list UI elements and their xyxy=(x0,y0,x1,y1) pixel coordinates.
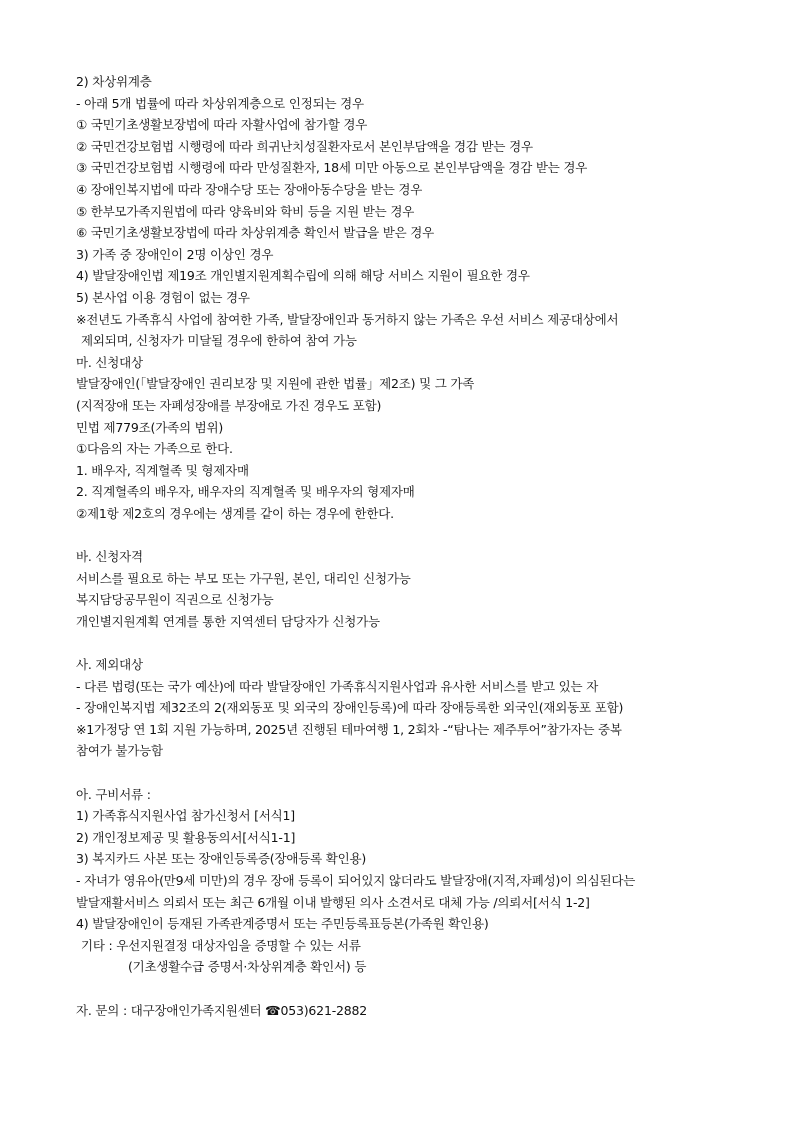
text-line: ②제1항 제2호의 경우에는 생계를 같이 하는 경우에 한한다. xyxy=(76,505,394,521)
list-item: ① 국민기초생활보장법에 따라 자활사업에 참가할 경우 xyxy=(76,117,368,133)
text-line: 발달장애인(「발달장애인 권리보장 및 지원에 관한 법률」제2조) 및 그 가족 xyxy=(76,376,475,392)
section-heading: 2) 차상위계층 xyxy=(76,74,152,89)
note-line: ※전년도 가족휴식 사업에 참여한 가족, 발달장애인과 동거하지 않는 가족은 우선 서비스 제공대상에서 xyxy=(76,311,619,327)
note-line: ※1가정당 연 1회 지원 가능하며, 2025년 진행된 테마여행 1, 2회차 -“탐나는 제주투어”참가자는 중복 xyxy=(76,721,622,737)
section-heading: 아. 구비서류 : xyxy=(76,786,151,802)
list-item: ② 국민건강보험법 시행령에 따라 희귀난치성질환자로서 본인부담액을 경감 받는 경우 xyxy=(76,138,533,154)
contact-line: 자. 문의 : 대구장애인가족지원센터 ☎053)621-2882 xyxy=(76,1002,368,1018)
spacer xyxy=(76,524,726,546)
list-item: ③ 국민건강보험법 시행령에 따라 만성질환자, 18세 미만 아동으로 본인부담액을 경감 받는 경우 xyxy=(76,160,588,176)
list-item: ④ 장애인복지법에 따라 장애수당 또는 장애아동수당을 받는 경우 xyxy=(76,181,423,197)
section-heading: 마. 신청대상 xyxy=(76,354,143,370)
text-line: 민법 제779조(가족의 범위) xyxy=(76,419,224,435)
list-item: 5) 본사업 이용 경험이 없는 경우 xyxy=(76,289,250,305)
text-line: - 자녀가 영유아(만9세 미만)의 경우 장애 등록이 되어있지 않더라도 발달장애(지적,자폐성)이 의심된다는 xyxy=(76,872,636,888)
document-body xyxy=(76,71,726,1021)
text-line: 1. 배우자, 직계혈족 및 형제자매 xyxy=(76,462,249,478)
text-line: (지적장애 또는 자폐성장애를 부장애로 가진 경우도 포함) xyxy=(76,397,382,413)
spacer xyxy=(76,762,726,784)
section-heading: 바. 신청자격 xyxy=(76,549,143,565)
list-item: ⑤ 한부모가족지원법에 따라 양육비와 학비 등을 지원 받는 경우 xyxy=(76,203,415,219)
text-line: ①다음의 자는 가족으로 한다. xyxy=(76,441,233,457)
text-line: 서비스를 필요로 하는 부모 또는 가구원, 본인, 대리인 신청가능 xyxy=(76,570,411,586)
spacer xyxy=(76,978,726,1000)
list-item: 4) 발달장애인법 제19조 개인별지원계획수립에 의해 해당 서비스 지원이 필요한 경우 xyxy=(76,268,530,284)
list-item: ⑥ 국민기초생활보장법에 따라 차상위계층 확인서 발급을 받은 경우 xyxy=(76,225,435,241)
list-item: 1) 가족휴식지원사업 참가신청서 [서식1] xyxy=(76,808,295,824)
text-line: - 아래 5개 법률에 따라 차상위계층으로 인정되는 경우 xyxy=(76,95,364,111)
note-line: 참여가 불가능함 xyxy=(76,743,163,759)
section-heading: 사. 제외대상 xyxy=(76,657,143,673)
text-line: 복지담당공무원이 직권으로 신청가능 xyxy=(76,592,274,608)
text-line: 발달재활서비스 의뢰서 또는 최근 6개월 이내 발행된 의사 소견서로 대체 가능 /의뢰서[서식 1-2] xyxy=(76,894,590,910)
etc-line: 기타 : 우선지원결정 대상자임을 증명할 수 있는 서류 xyxy=(81,937,361,953)
text-line: - 장애인복지법 제32조의 2(재외동포 및 외국의 장애인등록)에 따라 장애등록한 외국인(재외동포 포함) xyxy=(76,700,624,716)
spacer xyxy=(76,632,726,654)
list-item: 3) 복지카드 사본 또는 장애인등록증(장애등록 확인용) xyxy=(76,851,367,867)
etc-line: (기초생활수급 증명서·차상위계층 확인서) 등 xyxy=(128,959,367,975)
note-line: 제외되며, 신청자가 미달될 경우에 한하여 참여 가능 xyxy=(81,333,357,349)
list-item: 2) 개인정보제공 및 활용동의서[서식1-1] xyxy=(76,829,296,845)
text-line: - 다른 법령(또는 국가 예산)에 따라 발달장애인 가족휴식지원사업과 유사한 서비스를 받고 있는 자 xyxy=(76,678,599,694)
text-line: 개인별지원계획 연계를 통한 지역센터 담당자가 신청가능 xyxy=(76,613,380,629)
list-item: 3) 가족 중 장애인이 2명 이상인 경우 xyxy=(76,246,274,262)
text-line: 2. 직계혈족의 배우자, 배우자의 직계혈족 및 배우자의 형제자매 xyxy=(76,484,415,500)
list-item: 4) 발달장애인이 등재된 가족관계증명서 또는 주민등록표등본(가족원 확인용) xyxy=(76,916,489,932)
